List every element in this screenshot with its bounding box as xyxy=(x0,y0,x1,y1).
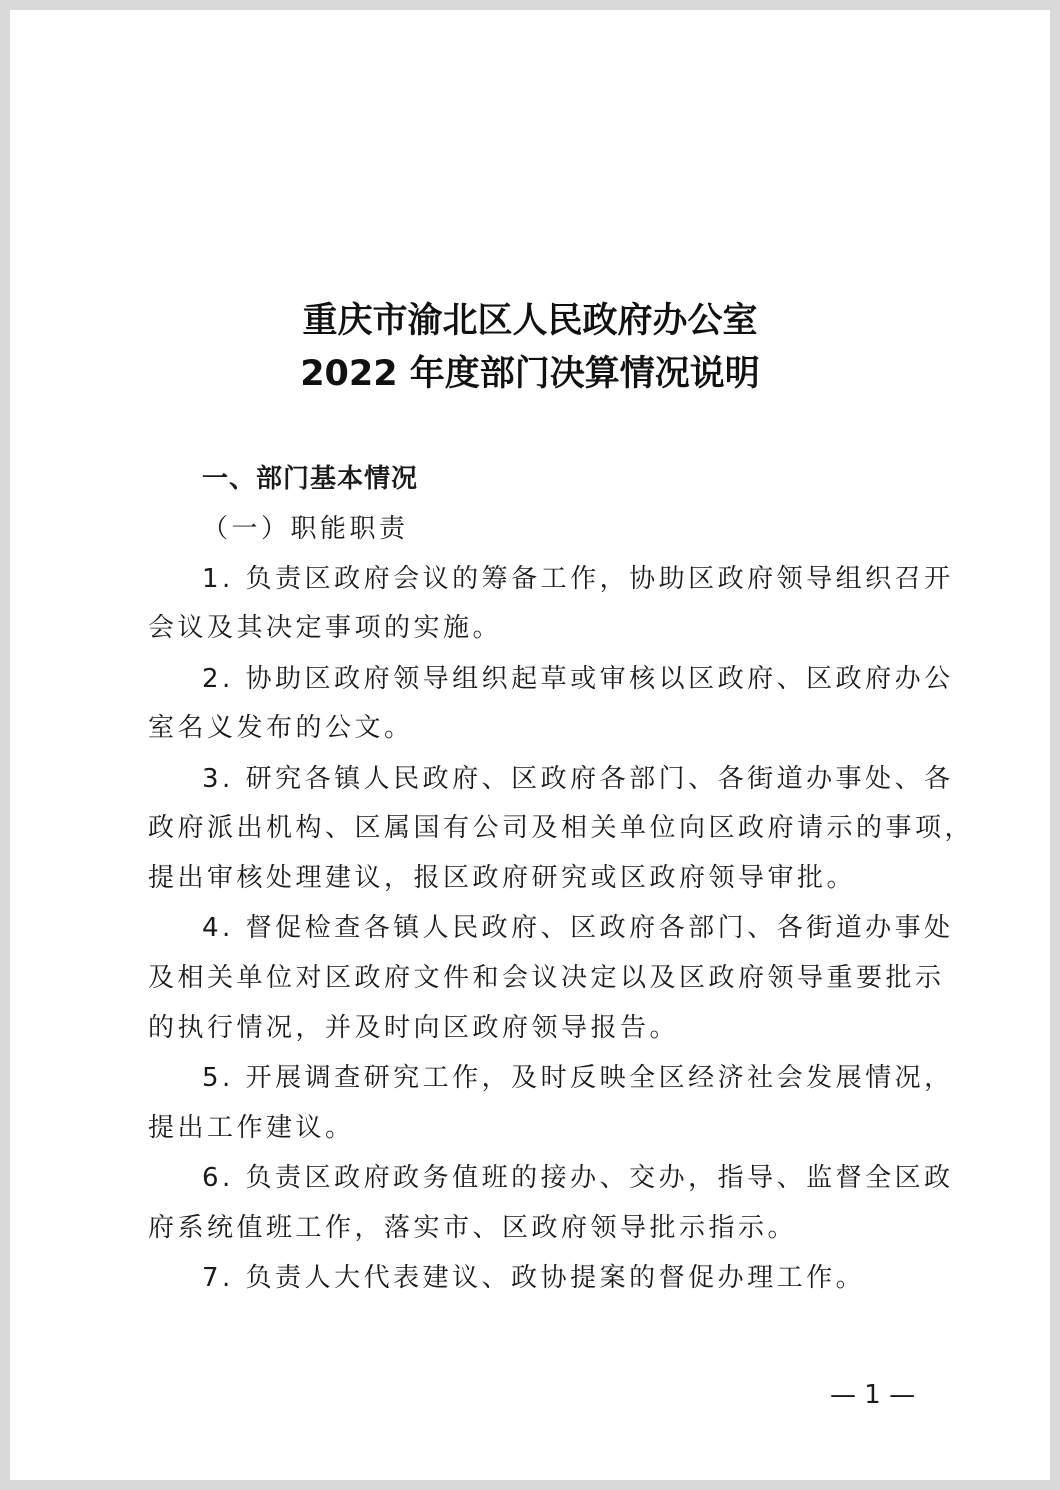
paragraph-line: 政府派出机构、区属国有公司及相关单位向区政府请示的事项， xyxy=(148,813,975,843)
page-number: — 1 — xyxy=(830,1380,916,1410)
paragraph-line: 提出工作建议。 xyxy=(148,1113,355,1143)
paragraph-line: 7. 负责人大代表建议、政协提案的督促办理工作。 xyxy=(202,1263,866,1293)
paragraph-line: 6. 负责区政府政务值班的接办、交办，指导、监督全区政 xyxy=(202,1163,954,1193)
paragraph-line: 4. 督促检查各镇人民政府、区政府各部门、各街道办事处 xyxy=(202,913,954,943)
paragraph-line: 室名义发布的公文。 xyxy=(148,713,414,743)
document-title-line2: 2022 年度部门决算情况说明 xyxy=(300,354,760,394)
paragraph-line: 1. 负责区政府会议的筹备工作，协助区政府领导组织召开 xyxy=(202,564,954,594)
paragraph-line: 会议及其决定事项的实施。 xyxy=(148,613,503,643)
document-title-line1: 重庆市渝北区人民政府办公室 xyxy=(302,300,758,341)
paragraph-line: 5. 开展调查研究工作，及时反映全区经济社会发展情况， xyxy=(202,1063,954,1093)
paragraph-line: 的执行情况，并及时向区政府领导报告。 xyxy=(148,1013,680,1043)
section-heading: 一、部门基本情况 xyxy=(202,464,419,494)
document-page xyxy=(10,10,1050,1480)
paragraph-line: 2. 协助区政府领导组织起草或审核以区政府、区政府办公 xyxy=(202,664,954,694)
paragraph-line: 提出审核处理建议，报区政府研究或区政府领导审批。 xyxy=(148,863,857,893)
subsection-heading: （一）职能职责 xyxy=(202,514,409,544)
paragraph-line: 3. 研究各镇人民政府、区政府各部门、各街道办事处、各 xyxy=(202,764,954,794)
paragraph-line: 府系统值班工作，落实市、区政府领导批示指示。 xyxy=(148,1213,798,1243)
paragraph-line: 及相关单位对区政府文件和会议决定以及区政府领导重要批示 xyxy=(148,963,945,993)
